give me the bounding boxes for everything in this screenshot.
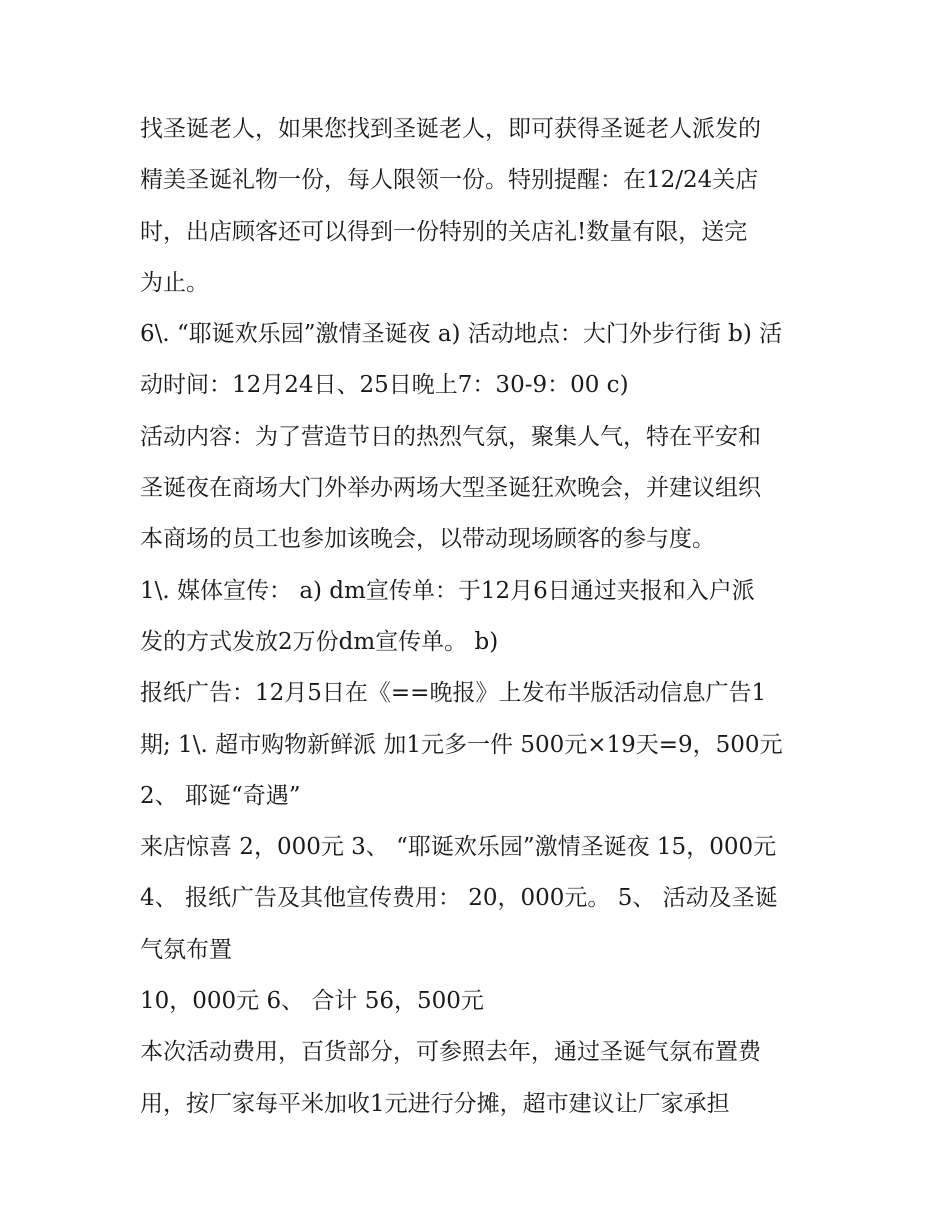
text-line: 来店惊喜 2，000元 3、 “耶诞欢乐园”激情圣诞夜 15，000元 [140,834,777,861]
document-body [140,104,830,1130]
text-line: 找圣诞老人，如果您找到圣诞老人，即可获得圣诞老人派发的 [140,116,761,142]
text-line: 2、 耶诞“奇遇” [140,782,301,809]
text-line: 时，出店顾客还可以得到一份特别的关店礼!数量有限，送完 [140,218,748,245]
text-line: 圣诞夜在商场大门外举办两场大型圣诞狂欢晚会，并建议组织 [140,475,761,502]
text-line: 6\. “耶诞欢乐园”激情圣诞夜 a) 活动地点：大门外步行街 b) 活 [140,321,783,348]
text-line: 本商场的员工也参加该晚会，以带动现场顾客的参与度。 [140,526,715,553]
text-line: 动时间：12月24日、25日晚上7：30-9：00 c) [140,372,629,399]
text-line: 报纸广告：12月5日在《==晚报》上发布半版活动信息广告1 [140,680,767,707]
text-line: 精美圣诞礼物一份，每人限领一份。特别提醒：在12/24关店 [140,167,759,194]
text-line: 为止。 [140,269,209,296]
text-line: 1\. 媒体宣传： a) dm宣传单：于12月6日通过夹报和入户派 [140,577,755,604]
text-line: 4、 报纸广告及其他宣传费用： 20，000元。 5、 活动及圣诞 [140,885,778,912]
text-line: 本次活动费用，百货部分，可参照去年，通过圣诞气氛布置费 [140,1039,761,1066]
text-line: 气氛布置 [140,936,232,963]
text-line: 用，按厂家每平米加收1元进行分摊，超市建议让厂家承担 [140,1090,730,1117]
text-line: 发的方式发放2万份dm宣传单。 b) [140,628,499,655]
text-line: 10，000元 6、 合计 56，500元 [140,988,484,1015]
text-line: 期; 1\. 超市购物新鲜派 加1元多一件 500元×19天=9，500元 [140,731,783,758]
text-line: 活动内容：为了营造节日的热烈气氛，聚集人气，特在平安和 [140,423,761,450]
